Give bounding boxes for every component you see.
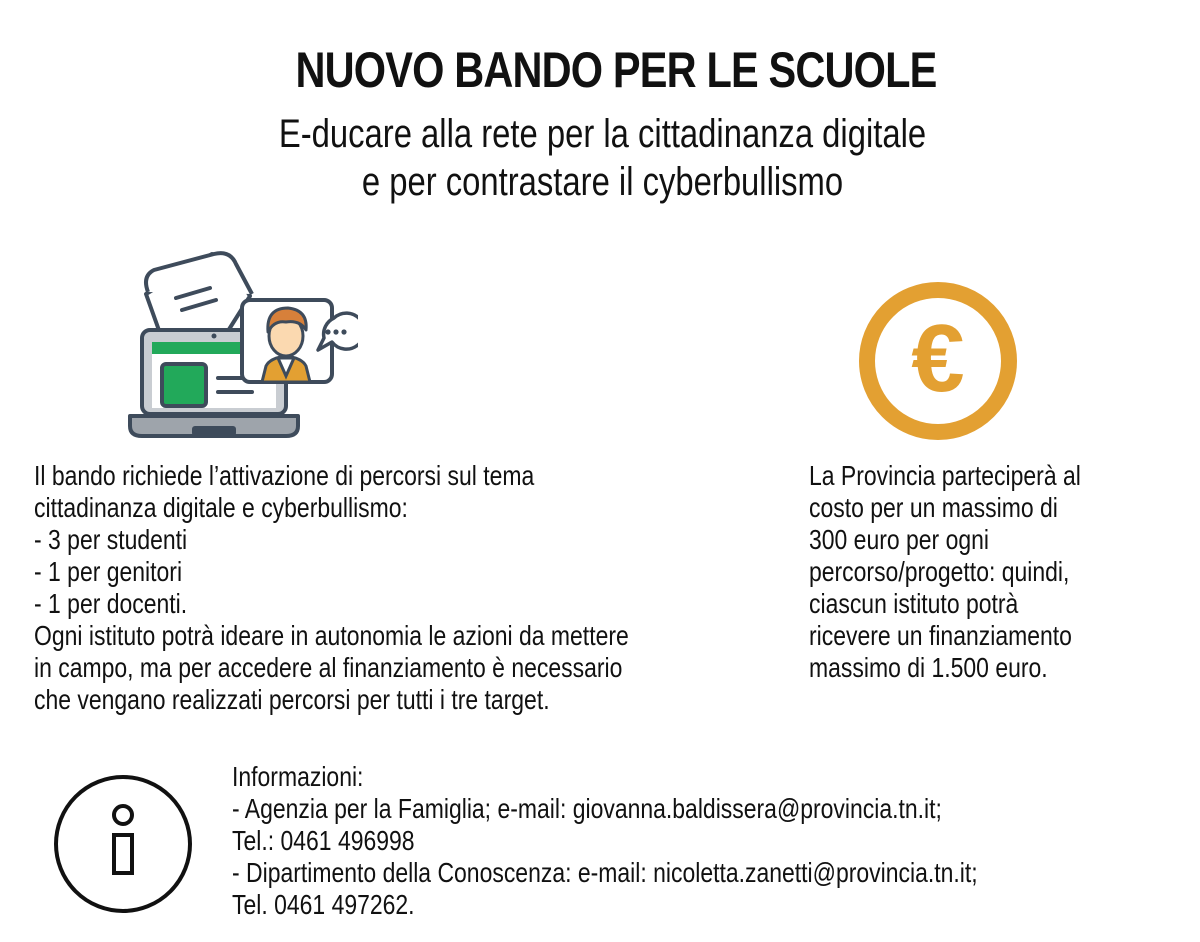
provincia-line: 300 euro per ogni — [809, 524, 990, 555]
bando-line: - 3 per studenti — [34, 524, 188, 555]
page-subtitle — [108, 110, 1096, 206]
bando-line: Il bando richiede l’attivazione di percorsi sul tema — [34, 460, 535, 491]
bando-line: cittadinanza digitale e cyberbullismo: — [34, 492, 408, 523]
bando-line: - 1 per docenti. — [34, 588, 188, 619]
subtitle-line-1: E-ducare alla rete per la cittadinanza digitale — [278, 112, 927, 156]
provincia-funding-text — [809, 460, 1081, 684]
euro-symbol: € — [911, 305, 965, 412]
info-heading: Informazioni: — [232, 761, 364, 792]
bando-description — [34, 460, 629, 716]
provincia-line: percorso/progetto: quindi, — [809, 556, 1070, 587]
provincia-line: costo per un massimo di — [809, 492, 1058, 523]
provincia-line: ricevere un finanziamento — [809, 620, 1072, 651]
bando-line: - 1 per genitori — [34, 556, 183, 587]
bando-line: che vengano realizzati percorsi per tutti i tre target. — [34, 684, 550, 715]
info-line: Tel. 0461 497262. — [232, 889, 415, 920]
page-title: NUOVO BANDO PER LE SCUOLE — [295, 42, 937, 98]
info-line: - Agenzia per la Famiglia; e-mail: giovanna.baldissera@provincia.tn.it; — [232, 793, 942, 824]
subtitle-line-2: e per contrastare il cyberbullismo — [361, 160, 844, 204]
provincia-line: ciascun istituto potrà — [809, 588, 1019, 619]
provincia-line: La Provincia parteciperà al — [809, 460, 1081, 491]
info-line: - Dipartimento della Conoscenza: e-mail: nicoletta.zanetti@provincia.tn.it; — [232, 857, 978, 888]
bando-line: Ogni istituto potrà ideare in autonomia le azioni da mettere — [34, 620, 629, 651]
laptop-video-call-icon — [126, 250, 358, 442]
info-icon — [52, 773, 194, 915]
info-line: Tel.: 0461 496998 — [232, 825, 415, 856]
bando-line: in campo, ma per accedere al finanziamento è necessario — [34, 652, 623, 683]
contact-information — [232, 761, 978, 921]
provincia-line: massimo di 1.500 euro. — [809, 652, 1048, 683]
euro-coin-icon — [857, 280, 1019, 442]
